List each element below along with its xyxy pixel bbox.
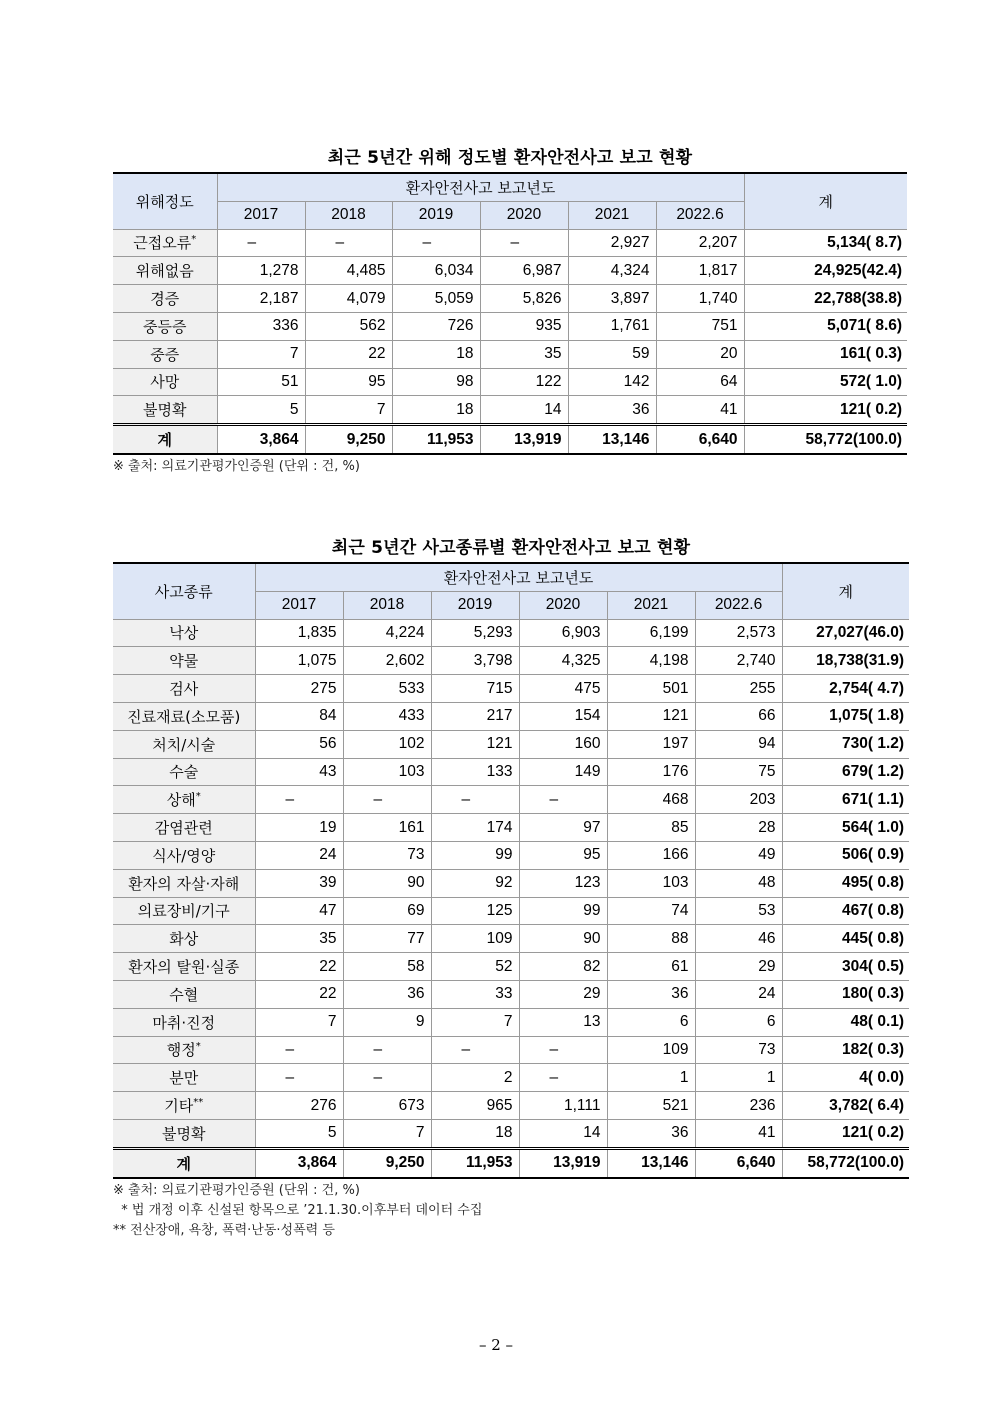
value-cell: 562 (305, 312, 392, 340)
value-cell: 2,573 (695, 619, 782, 647)
value-cell: 255 (695, 675, 782, 703)
row-label: 분만 (113, 1064, 255, 1092)
value-cell: 197 (607, 730, 695, 758)
value-cell: 14 (519, 1119, 607, 1148)
value-cell: – (392, 229, 480, 257)
sum-value-cell: 3,864 (217, 425, 305, 454)
value-cell: 19 (255, 814, 343, 842)
value-cell: 121 (431, 730, 519, 758)
footnote-marker: ** (193, 1097, 204, 1109)
table2-row-header: 사고종류 (113, 563, 255, 619)
value-cell: 7 (431, 1008, 519, 1036)
value-cell: 29 (695, 953, 782, 981)
value-cell: 1,278 (217, 257, 305, 285)
sum-value-cell: 13,146 (568, 425, 656, 454)
table-row (113, 1036, 909, 1064)
value-cell: 217 (431, 702, 519, 730)
table-row (113, 368, 907, 396)
value-cell: 3,798 (431, 647, 519, 675)
total-cell: 22,788(38.8) (744, 285, 907, 313)
table-row (113, 1092, 909, 1120)
year-header: 2018 (343, 591, 431, 619)
value-cell: 5 (255, 1119, 343, 1148)
total-cell: 2,754( 4.7) (782, 675, 909, 703)
value-cell: 142 (568, 368, 656, 396)
value-cell: 7 (305, 396, 392, 425)
value-cell: 73 (343, 841, 431, 869)
table2-total-header: 계 (782, 563, 909, 619)
table-row (113, 229, 907, 257)
sum-label: 계 (113, 1148, 255, 1177)
year-header: 2022.6 (656, 201, 744, 229)
value-cell: 1,111 (519, 1092, 607, 1120)
value-cell: – (519, 786, 607, 814)
row-label: 처치/시술 (113, 730, 255, 758)
total-cell: 27,027(46.0) (782, 619, 909, 647)
value-cell: 36 (343, 980, 431, 1008)
value-cell: 49 (695, 841, 782, 869)
value-cell: 521 (607, 1092, 695, 1120)
sum-row (113, 425, 907, 454)
total-cell: 3,782( 6.4) (782, 1092, 909, 1120)
table1-notes (113, 457, 907, 477)
sum-value-cell: 6,640 (695, 1148, 782, 1177)
value-cell: 39 (255, 869, 343, 897)
total-cell: 572( 1.0) (744, 368, 907, 396)
value-cell: 5,826 (480, 285, 568, 313)
row-label: 화상 (113, 925, 255, 953)
value-cell: 18 (392, 340, 480, 368)
value-cell: 276 (255, 1092, 343, 1120)
table-row (113, 285, 907, 313)
value-cell: 1,740 (656, 285, 744, 313)
row-label: 사망 (113, 368, 217, 396)
total-cell: 679( 1.2) (782, 758, 909, 786)
row-label: 수술 (113, 758, 255, 786)
table2-group-header: 환자안전사고 보고년도 (255, 563, 782, 591)
total-cell: 730( 1.2) (782, 730, 909, 758)
value-cell: 7 (343, 1119, 431, 1148)
value-cell: 336 (217, 312, 305, 340)
sum-value-cell: 9,250 (343, 1148, 431, 1177)
row-label: 의료장비/기구 (113, 897, 255, 925)
value-cell: 73 (695, 1036, 782, 1064)
value-cell: 28 (695, 814, 782, 842)
table2-notes (113, 1181, 909, 1241)
value-cell: 1,761 (568, 312, 656, 340)
value-cell: 161 (343, 814, 431, 842)
table-row (113, 869, 909, 897)
value-cell: 6 (695, 1008, 782, 1036)
value-cell: 149 (519, 758, 607, 786)
value-cell: 4,198 (607, 647, 695, 675)
value-cell: 109 (431, 925, 519, 953)
table-row (113, 702, 909, 730)
value-cell: 176 (607, 758, 695, 786)
row-label: 낙상 (113, 619, 255, 647)
value-cell: 103 (343, 758, 431, 786)
row-label: 경증 (113, 285, 217, 313)
year-header: 2021 (607, 591, 695, 619)
total-cell: 24,925(42.4) (744, 257, 907, 285)
table-row (113, 619, 909, 647)
value-cell: 4,224 (343, 619, 431, 647)
table-row (113, 257, 907, 285)
table1-total-header: 계 (744, 173, 907, 229)
total-cell: 182( 0.3) (782, 1036, 909, 1064)
value-cell: 965 (431, 1092, 519, 1120)
table-row (113, 675, 909, 703)
value-cell: 122 (480, 368, 568, 396)
value-cell: 29 (519, 980, 607, 1008)
value-cell: 160 (519, 730, 607, 758)
row-label: 중등증 (113, 312, 217, 340)
value-cell: 99 (519, 897, 607, 925)
value-cell: – (343, 1036, 431, 1064)
value-cell: – (305, 229, 392, 257)
value-cell: 5 (217, 396, 305, 425)
value-cell: 5,059 (392, 285, 480, 313)
value-cell: 35 (255, 925, 343, 953)
value-cell: 7 (217, 340, 305, 368)
table-row (113, 814, 909, 842)
value-cell: 90 (343, 869, 431, 897)
value-cell: 1,075 (255, 647, 343, 675)
footnote: ※ 출처: 의료기관평가인증원 (단위 : 건, %) (113, 1182, 360, 1198)
row-label: 검사 (113, 675, 255, 703)
row-label: 식사/영양 (113, 841, 255, 869)
total-cell: 5,071( 8.6) (744, 312, 907, 340)
total-cell: 121( 0.2) (744, 396, 907, 425)
value-cell: 6 (607, 1008, 695, 1036)
value-cell: 2,740 (695, 647, 782, 675)
value-cell: 203 (695, 786, 782, 814)
row-label: 환자의 탈원·실종 (113, 953, 255, 981)
value-cell: 90 (519, 925, 607, 953)
year-header: 2017 (217, 201, 305, 229)
row-label: 마취·진정 (113, 1008, 255, 1036)
value-cell: – (255, 786, 343, 814)
total-cell: 467( 0.8) (782, 897, 909, 925)
row-label: 수혈 (113, 980, 255, 1008)
value-cell: – (255, 1064, 343, 1092)
value-cell: 24 (255, 841, 343, 869)
value-cell: 33 (431, 980, 519, 1008)
table-row (113, 647, 909, 675)
value-cell: 36 (568, 396, 656, 425)
row-label: 근접오류* (113, 229, 217, 257)
value-cell: 24 (695, 980, 782, 1008)
year-header: 2017 (255, 591, 343, 619)
total-cell: 304( 0.5) (782, 953, 909, 981)
table-row (113, 730, 909, 758)
table1-group-header: 환자안전사고 보고년도 (217, 173, 744, 201)
value-cell: 6,903 (519, 619, 607, 647)
value-cell: 95 (519, 841, 607, 869)
sum-label: 계 (113, 425, 217, 454)
row-label: 진료재료(소모품) (113, 702, 255, 730)
value-cell: 18 (431, 1119, 519, 1148)
value-cell: – (431, 786, 519, 814)
value-cell: 1 (695, 1064, 782, 1092)
total-cell: 495( 0.8) (782, 869, 909, 897)
value-cell: 92 (431, 869, 519, 897)
value-cell: 133 (431, 758, 519, 786)
value-cell: 41 (695, 1119, 782, 1148)
value-cell: – (431, 1036, 519, 1064)
value-cell: 2,602 (343, 647, 431, 675)
value-cell: 59 (568, 340, 656, 368)
value-cell: 69 (343, 897, 431, 925)
value-cell: 46 (695, 925, 782, 953)
value-cell: 673 (343, 1092, 431, 1120)
sum-value-cell: 13,146 (607, 1148, 695, 1177)
value-cell: 47 (255, 897, 343, 925)
total-cell: 506( 0.9) (782, 841, 909, 869)
year-header: 2018 (305, 201, 392, 229)
year-header: 2021 (568, 201, 656, 229)
table1-title: 최근 5년간 위해 정도별 환자안전사고 보고 현황 (327, 148, 693, 168)
total-cell: 564( 1.0) (782, 814, 909, 842)
value-cell: 2,187 (217, 285, 305, 313)
total-cell: 5,134( 8.7) (744, 229, 907, 257)
value-cell: 77 (343, 925, 431, 953)
footnote: ※ 출처: 의료기관평가인증원 (단위 : 건, %) (113, 458, 360, 474)
grand-total-cell: 58,772(100.0) (782, 1148, 909, 1177)
value-cell: 2,927 (568, 229, 656, 257)
table-row (113, 786, 909, 814)
table2-title: 최근 5년간 사고종류별 환자안전사고 보고 현황 (331, 538, 691, 558)
grand-total-cell: 58,772(100.0) (744, 425, 907, 454)
value-cell: – (480, 229, 568, 257)
value-cell: 174 (431, 814, 519, 842)
value-cell: 97 (519, 814, 607, 842)
sum-value-cell: 11,953 (392, 425, 480, 454)
year-header: 2019 (431, 591, 519, 619)
value-cell: 95 (305, 368, 392, 396)
value-cell: 22 (255, 953, 343, 981)
value-cell: 154 (519, 702, 607, 730)
value-cell: 7 (255, 1008, 343, 1036)
value-cell: 20 (656, 340, 744, 368)
value-cell: 41 (656, 396, 744, 425)
value-cell: 84 (255, 702, 343, 730)
value-cell: 58 (343, 953, 431, 981)
total-cell: 121( 0.2) (782, 1119, 909, 1148)
table-row (113, 312, 907, 340)
value-cell: 236 (695, 1092, 782, 1120)
footnote-marker: * (195, 791, 201, 803)
table-row (113, 841, 909, 869)
table-row (113, 1119, 909, 1148)
value-cell: – (343, 1064, 431, 1092)
row-label: 불명확 (113, 396, 217, 425)
footnote: * 법 개정 이후 신설된 항목으로 ’21.1.30.이후부터 데이터 수집 (113, 1202, 483, 1218)
sum-value-cell: 11,953 (431, 1148, 519, 1177)
value-cell: 18 (392, 396, 480, 425)
sum-value-cell: 6,640 (656, 425, 744, 454)
sum-value-cell: 9,250 (305, 425, 392, 454)
value-cell: 6,987 (480, 257, 568, 285)
value-cell: 123 (519, 869, 607, 897)
value-cell: – (519, 1064, 607, 1092)
value-cell: 51 (217, 368, 305, 396)
value-cell: 64 (656, 368, 744, 396)
year-header: 2022.6 (695, 591, 782, 619)
year-header: 2020 (480, 201, 568, 229)
value-cell: 3,897 (568, 285, 656, 313)
table1-row-header: 위해정도 (113, 173, 217, 229)
value-cell: 5,293 (431, 619, 519, 647)
value-cell: 22 (255, 980, 343, 1008)
value-cell: 82 (519, 953, 607, 981)
sum-value-cell: 13,919 (519, 1148, 607, 1177)
value-cell: 4,325 (519, 647, 607, 675)
value-cell: 56 (255, 730, 343, 758)
table-row (113, 340, 907, 368)
value-cell: 166 (607, 841, 695, 869)
table-row (113, 925, 909, 953)
table-row (113, 1008, 909, 1036)
value-cell: 715 (431, 675, 519, 703)
value-cell: 125 (431, 897, 519, 925)
value-cell: 4,485 (305, 257, 392, 285)
row-label: 중증 (113, 340, 217, 368)
sum-row (113, 1148, 909, 1177)
value-cell: 36 (607, 1119, 695, 1148)
year-header: 2020 (519, 591, 607, 619)
value-cell: 103 (607, 869, 695, 897)
value-cell: 1,817 (656, 257, 744, 285)
value-cell: 935 (480, 312, 568, 340)
total-cell: 4( 0.0) (782, 1064, 909, 1092)
footnote-marker: * (191, 234, 197, 246)
value-cell: 1 (607, 1064, 695, 1092)
value-cell: 99 (431, 841, 519, 869)
table-row (113, 396, 907, 425)
table2-section (113, 536, 909, 1241)
table-row (113, 758, 909, 786)
total-cell: 445( 0.8) (782, 925, 909, 953)
sum-value-cell: 3,864 (255, 1148, 343, 1177)
row-label: 약물 (113, 647, 255, 675)
value-cell: 6,199 (607, 619, 695, 647)
row-label: 행정* (113, 1036, 255, 1064)
value-cell: 75 (695, 758, 782, 786)
value-cell: 52 (431, 953, 519, 981)
total-cell: 18,738(31.9) (782, 647, 909, 675)
value-cell: 501 (607, 675, 695, 703)
page-number: – 2 – (478, 1336, 514, 1354)
value-cell: 85 (607, 814, 695, 842)
value-cell: – (343, 786, 431, 814)
total-cell: 180( 0.3) (782, 980, 909, 1008)
row-label: 위해없음 (113, 257, 217, 285)
row-label: 기타** (113, 1092, 255, 1120)
value-cell: 109 (607, 1036, 695, 1064)
value-cell: 98 (392, 368, 480, 396)
value-cell: 66 (695, 702, 782, 730)
value-cell: 35 (480, 340, 568, 368)
table-row (113, 980, 909, 1008)
total-cell: 671( 1.1) (782, 786, 909, 814)
value-cell: 94 (695, 730, 782, 758)
table1-section (113, 146, 907, 477)
value-cell: 121 (607, 702, 695, 730)
value-cell: 14 (480, 396, 568, 425)
value-cell: 6,034 (392, 257, 480, 285)
footnote: ** 전산장애, 욕창, 폭력·난동·성폭력 등 (113, 1222, 335, 1238)
value-cell: 36 (607, 980, 695, 1008)
value-cell: 433 (343, 702, 431, 730)
table-row (113, 953, 909, 981)
value-cell: 2 (431, 1064, 519, 1092)
value-cell: 88 (607, 925, 695, 953)
year-header: 2019 (392, 201, 480, 229)
value-cell: 751 (656, 312, 744, 340)
value-cell: – (217, 229, 305, 257)
value-cell: 53 (695, 897, 782, 925)
value-cell: 22 (305, 340, 392, 368)
value-cell: 9 (343, 1008, 431, 1036)
value-cell: – (519, 1036, 607, 1064)
table2 (113, 562, 909, 1179)
value-cell: 48 (695, 869, 782, 897)
total-cell: 1,075( 1.8) (782, 702, 909, 730)
value-cell: – (255, 1036, 343, 1064)
value-cell: 102 (343, 730, 431, 758)
value-cell: 2,207 (656, 229, 744, 257)
row-label: 불명확 (113, 1119, 255, 1148)
value-cell: 533 (343, 675, 431, 703)
total-cell: 161( 0.3) (744, 340, 907, 368)
value-cell: 43 (255, 758, 343, 786)
value-cell: 74 (607, 897, 695, 925)
row-label: 환자의 자살·자해 (113, 869, 255, 897)
value-cell: 4,324 (568, 257, 656, 285)
value-cell: 275 (255, 675, 343, 703)
row-label: 상해* (113, 786, 255, 814)
sum-value-cell: 13,919 (480, 425, 568, 454)
table1 (113, 172, 907, 455)
total-cell: 48( 0.1) (782, 1008, 909, 1036)
value-cell: 61 (607, 953, 695, 981)
value-cell: 13 (519, 1008, 607, 1036)
footnote-marker: * (195, 1041, 201, 1053)
value-cell: 4,079 (305, 285, 392, 313)
value-cell: 475 (519, 675, 607, 703)
row-label: 감염관련 (113, 814, 255, 842)
value-cell: 468 (607, 786, 695, 814)
value-cell: 726 (392, 312, 480, 340)
table-row (113, 1064, 909, 1092)
value-cell: 1,835 (255, 619, 343, 647)
table-row (113, 897, 909, 925)
